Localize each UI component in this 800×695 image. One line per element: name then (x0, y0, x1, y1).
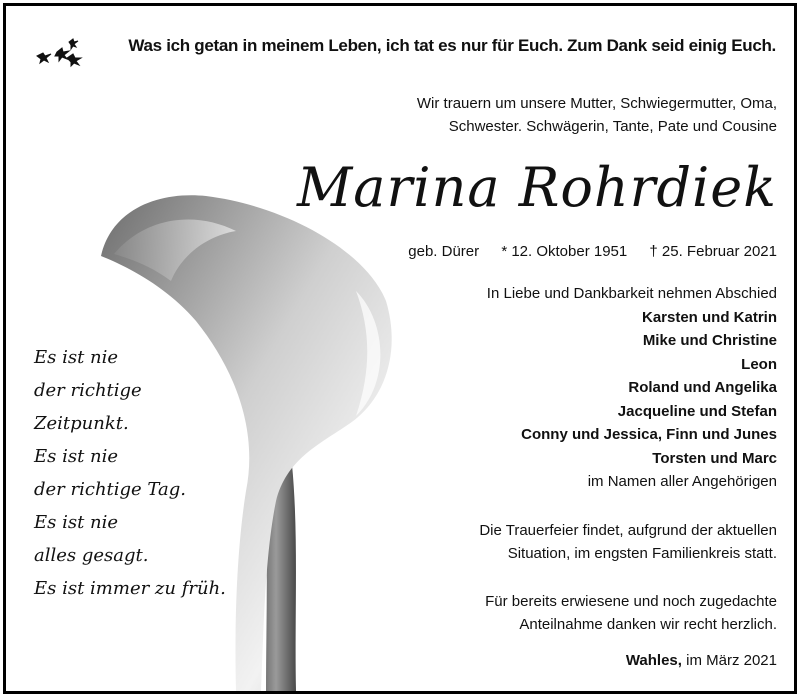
thanks-text (485, 590, 777, 636)
mourner-name: Roland und Angelika (628, 379, 777, 396)
death-date: † 25. Februar 2021 (649, 243, 777, 260)
place-date (626, 652, 777, 669)
mourner-name: Torsten und Marc (652, 449, 777, 467)
thanks-line: Für bereits erwiesene und noch zugedachte (485, 593, 777, 610)
farewell-intro: In Liebe und Dankbarkeit nehmen Abschied (486, 285, 777, 302)
mourning-line: Schwester. Schwägerin, Tante, Pate und Cousine (448, 118, 777, 135)
notice-line: Situation, im engsten Familienkreis statt. (507, 545, 777, 562)
farewell-block (487, 282, 777, 494)
flying-birds-icon (31, 34, 91, 74)
poem-line: Es ist immer zu früh. (34, 578, 226, 599)
deceased-name: Marina Rohrdiek (297, 156, 777, 219)
mourner-name: Leon (741, 355, 777, 373)
mourner-name: Karsten und Katrin (641, 308, 777, 326)
poem-line: der richtige Tag. (34, 479, 187, 500)
funeral-notice (479, 519, 777, 565)
motto: Was ich getan in meinem Leben, ich tat es nur für Euch. Zum Dank seid einig Euch. (128, 36, 776, 55)
mourning-line: Wir trauern um unsere Mutter, Schwiegermutter, Oma, (416, 95, 777, 112)
place-month: im März 2021 (686, 652, 777, 669)
mourner-name: Conny und Jessica, Finn und Junes (521, 426, 777, 443)
notice-line: Die Trauerfeier findet, aufgrund der aktuellen (479, 522, 777, 539)
poem-line: Es ist nie (34, 512, 119, 533)
poem-line: der richtige (34, 380, 142, 401)
mourning-text (417, 92, 777, 138)
mourner-name: Mike und Christine (642, 332, 777, 349)
poem (34, 341, 226, 605)
place-town: Wahles, (625, 652, 682, 669)
birth-date: * 12. Oktober 1951 (501, 243, 628, 260)
maiden-name: geb. Dürer (408, 243, 480, 260)
farewell-outro: im Namen aller Angehörigen (587, 473, 777, 490)
poem-line: Zeitpunkt. (34, 413, 129, 434)
thanks-line: Anteilnahme danken wir recht herzlich. (519, 616, 777, 633)
mourner-name: Jacqueline und Stefan (617, 402, 777, 420)
poem-line: alles gesagt. (34, 545, 149, 566)
poem-line: Es ist nie (34, 347, 119, 368)
obituary-frame (3, 3, 797, 694)
life-dates (408, 243, 777, 260)
poem-line: Es ist nie (34, 446, 119, 467)
